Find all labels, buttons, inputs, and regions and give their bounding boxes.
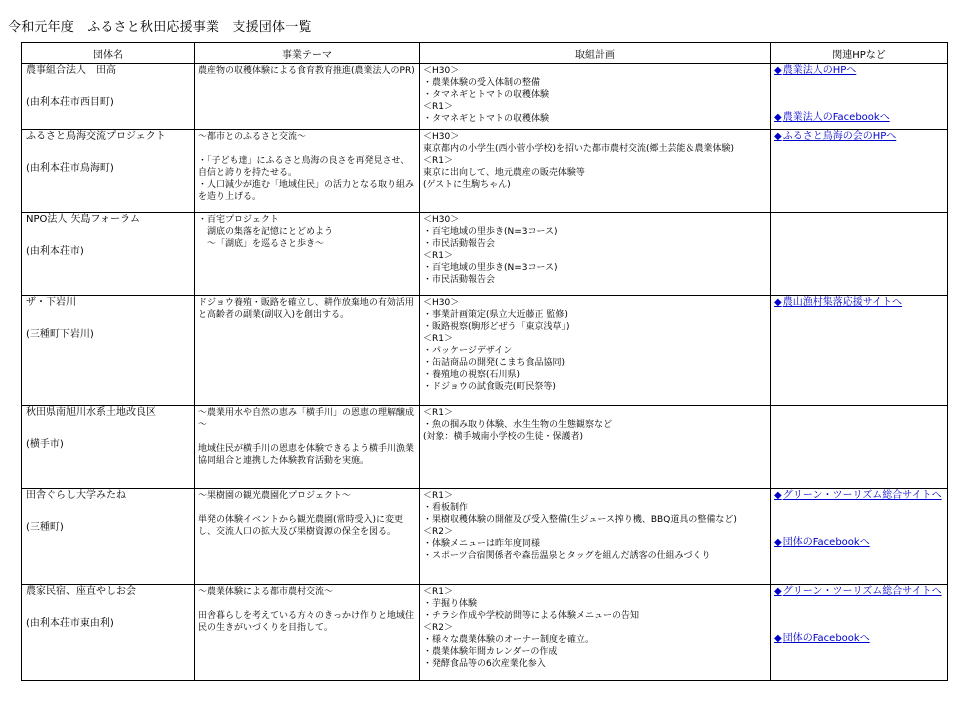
diamond-bullet-icon: ◆ <box>774 537 782 548</box>
links-cell <box>771 406 948 489</box>
theme-cell <box>195 585 420 681</box>
org-area: (由利本荘市) <box>26 246 84 257</box>
related-link-label: グリーン・ツーリズム総合サイトへ <box>782 490 942 501</box>
theme-cell <box>195 64 420 130</box>
links-cell <box>771 130 948 213</box>
related-link[interactable] <box>774 296 944 309</box>
theme-text: ～農業体験による都市農村交流～ 田舎暮らしを考えている方々のきっかけ作りと地域住民の生きがいづくりを目指して。 <box>198 587 415 633</box>
theme-text: ～農業用水や自然の恵み「横手川」の恩恵の理解醸成～ 地域住民が横手川の恩恵を体験できるよう横手川漁業協同組合と連携した体験教育活動を実施。 <box>198 408 415 466</box>
theme-text: 農産物の収穫体験による食育教育推進(農業法人のPR) <box>198 66 415 76</box>
org-name: NPO法人 矢島フォーラム <box>26 214 140 225</box>
plan-cell <box>420 585 771 681</box>
org-area: (横手市) <box>26 439 64 450</box>
table-row <box>22 64 948 130</box>
links-cell <box>771 489 948 585</box>
theme-cell <box>195 130 420 213</box>
plan-cell <box>420 130 771 213</box>
diamond-bullet-icon: ◆ <box>774 633 782 644</box>
table-row <box>22 489 948 585</box>
org-area: (三種町) <box>26 522 64 533</box>
table-row <box>22 213 948 296</box>
org-area: (由利本荘市鳥海町) <box>26 163 114 174</box>
org-area: (由利本荘市西目町) <box>26 97 114 108</box>
related-link[interactable] <box>774 632 944 645</box>
diamond-bullet-icon: ◆ <box>774 490 782 501</box>
org-cell <box>22 296 195 406</box>
org-cell <box>22 406 195 489</box>
related-link[interactable] <box>774 585 944 598</box>
org-cell <box>22 489 195 585</box>
diamond-bullet-icon: ◆ <box>774 112 782 123</box>
plan-text: ＜H30＞ ・事業計画策定(県立大近藤正 監修) ・販路視察(駒形どぜう「東京浅草」) ＜R1＞ ・パッケージデザイン ・缶詰商品の開発(こまち食品協同) ・養殖地の視察(石川県) ・ドジョウの試食販売(町民祭等) <box>423 298 570 392</box>
header-project-theme: 事業テーマ <box>195 43 420 64</box>
related-link[interactable] <box>774 64 944 77</box>
related-link[interactable] <box>774 489 944 502</box>
theme-cell <box>195 213 420 296</box>
related-link-label: グリーン・ツーリズム総合サイトへ <box>782 586 942 597</box>
plan-cell <box>420 64 771 130</box>
org-cell <box>22 213 195 296</box>
plan-cell <box>420 489 771 585</box>
org-name: ふるさと鳥海交流プロジェクト <box>26 131 166 142</box>
plan-cell <box>420 213 771 296</box>
links-cell <box>771 213 948 296</box>
org-cell <box>22 585 195 681</box>
related-link[interactable] <box>774 111 944 124</box>
page-title: 令和元年度 ふるさと秋田応援事業 支援団体一覧 <box>8 20 312 35</box>
plan-text: ＜H30＞ ・百宅地域の里歩き(N=3コース) ・市民活動報告会 ＜R1＞ ・百宅地域の里歩き(N=3コース) ・市民活動報告会 <box>423 215 558 285</box>
table-row <box>22 406 948 489</box>
plan-cell <box>420 406 771 489</box>
related-link[interactable] <box>774 536 944 549</box>
header-related-links: 関連HPなど <box>771 43 948 64</box>
theme-cell <box>195 406 420 489</box>
table-row <box>22 296 948 406</box>
links-cell <box>771 296 948 406</box>
diamond-bullet-icon: ◆ <box>774 586 782 597</box>
theme-text: ドジョウ養殖・販路を確立し、耕作放棄地の有効活用と高齢者の副業(副収入)を創出する。 <box>198 298 414 320</box>
org-area: (三種町下岩川) <box>26 329 94 340</box>
table-row <box>22 130 948 213</box>
plan-text: ＜H30＞ ・農業体験の受入体制の整備 ・タマネギとトマトの収穫体験 ＜R1＞ ・タマネギとトマトの収穫体験 <box>423 66 550 124</box>
theme-text: ～都市とのふるさと交流～ ・「子ども達」にふるさと鳥海の良さを再発見させ、自信と誇りを持たせる。 ・人口減少が進む「地域住民」の活力となる取り組みを造り上げる。 <box>198 132 415 202</box>
org-name: 田舎ぐらし大学みたね <box>26 490 126 501</box>
plan-cell <box>420 296 771 406</box>
org-cell <box>22 130 195 213</box>
related-link-label: 農業法人のFacebookへ <box>782 112 890 123</box>
links-cell <box>771 585 948 681</box>
theme-cell <box>195 296 420 406</box>
table-row <box>22 585 948 681</box>
diamond-bullet-icon: ◆ <box>774 297 782 308</box>
org-area: (由利本荘市東由利) <box>26 618 114 629</box>
related-link-label: 団体のFacebookへ <box>782 633 870 644</box>
diamond-bullet-icon: ◆ <box>774 131 782 142</box>
org-name: 農事組合法人 田高 <box>26 65 116 76</box>
header-group-name: 団体名 <box>22 43 195 64</box>
related-link[interactable] <box>774 130 944 143</box>
table-header-row <box>22 43 948 64</box>
plan-text: ＜H30＞ 東京都内の小学生(西小菅小学校)を招いた都市農村交流(郷土芸能＆農業体験) ＜R1＞ 東京に出向して、地元農産の販売体験等 (ゲストに生駒ちゃん) <box>423 132 735 190</box>
related-link-label: 団体のFacebookへ <box>782 537 870 548</box>
org-name: 農家民宿、座直やしお会 <box>26 586 136 597</box>
org-name: ザ・下岩川 <box>26 297 76 308</box>
theme-text: ・百宅プロジェクト 湖底の集落を記憶にとどめよう ～「湖底」を巡るさと歩き～ <box>198 215 334 249</box>
org-name: 秋田県南旭川水系土地改良区 <box>26 407 156 418</box>
related-link-label: ふるさと鳥海の会のHPへ <box>782 131 897 142</box>
related-link-label: 農業法人のHPへ <box>782 65 857 76</box>
org-cell <box>22 64 195 130</box>
plan-text: ＜R1＞ ・魚の掴み取り体験、水生生物の生態観察など (対象：横手城南小学校の生徒・保護者) <box>423 408 613 442</box>
diamond-bullet-icon: ◆ <box>774 65 782 76</box>
plan-text: ＜R1＞ ・芋掘り体験 ・チラシ作成や学校訪問等による体験メニューの告知 ＜R2＞ ・様々な農業体験のオーナー制度を確立。 ・農業体験年間カレンダーの作成 ・発酵食品等の6次産業化参入 <box>423 587 640 669</box>
theme-text: ～果樹園の観光農園化プロジェクト～ 単発の体験イベントから観光農園(常時受入)に変更し、交流人口の拡大及び果樹資源の保全を図る。 <box>198 491 404 537</box>
header-action-plan: 取組計画 <box>420 43 771 64</box>
links-cell <box>771 64 948 130</box>
support-groups-table <box>21 42 948 681</box>
related-link-label: 農山漁村集落応援サイトへ <box>782 297 903 308</box>
theme-cell <box>195 489 420 585</box>
plan-text: ＜R1＞ ・看板制作 ・果樹収穫体験の開催及び受入整備(生ジュース搾り機、BBQ道具の整備など) ＜R2＞ ・体験メニューは昨年度同様 ・スポーツ合宿関係者や森岳温泉とタッグを組んだ誘客の仕組みづくり <box>423 491 737 561</box>
